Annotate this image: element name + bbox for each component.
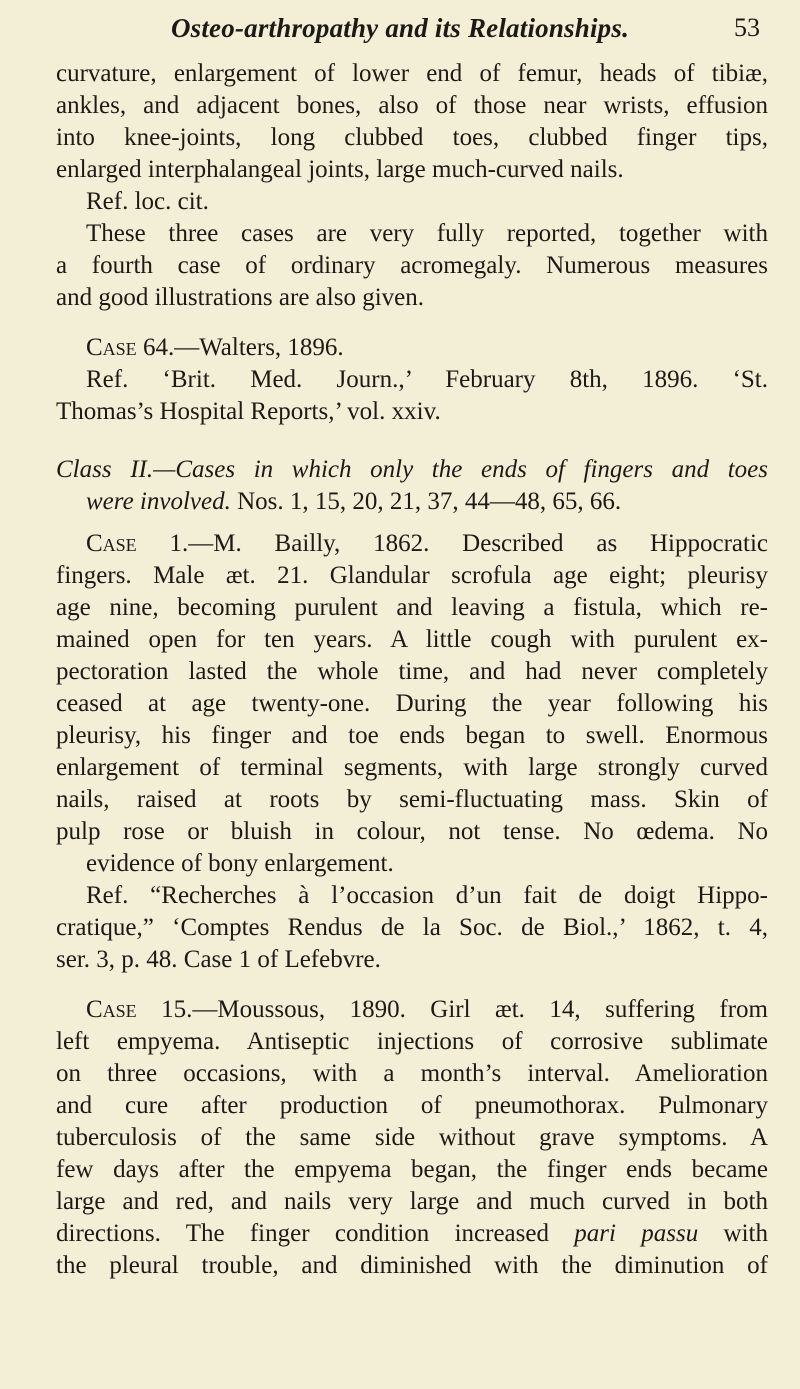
text-line: enlarged interphalangeal joints, large much-curved nails.: [56, 156, 624, 183]
paragraph-gap: [56, 518, 768, 528]
text-line: a fourth case of ordinary acromegaly. Numerous measures: [56, 252, 768, 279]
body-text: [56, 58, 768, 1282]
text-line: ceased at age twenty-one. During the year following his: [56, 690, 768, 717]
reference-line: Thomas’s Hospital Reports,’ vol. xxiv.: [56, 398, 441, 425]
text-line: large and red, and nails very large and much curved in both: [56, 1188, 768, 1215]
text-fragment: directions. The finger condition increased: [56, 1220, 575, 1247]
text-line: and good illustrations are also given.: [56, 284, 424, 311]
paragraph-gap: [56, 976, 768, 994]
case-heading-15: [56, 994, 768, 1026]
text-line: enlargement of terminal segments, with large strongly curved: [56, 754, 768, 781]
text-line: age nine, becoming purulent and leaving a fistula, which re-: [56, 594, 768, 621]
class-heading-line: Class II.—Cases in which only the ends of fingers and toes: [56, 456, 768, 483]
class-heading-line: [56, 486, 768, 518]
case-heading-1: [56, 528, 768, 560]
latin-phrase: pari passu: [574, 1220, 699, 1247]
text-line: the pleural trouble, and diminished with the diminution of: [56, 1252, 768, 1279]
running-title: Osteo-arthropathy and its Relationships.: [170, 13, 630, 43]
text-line: pleurisy, his finger and toe ends began to swell. Enormous: [56, 722, 768, 749]
class-heading-italic: were involved.: [86, 488, 231, 515]
case-label: Case: [86, 530, 137, 557]
text-line: evidence of bony enlargement.: [86, 850, 394, 877]
case-heading-text: 64.—Walters, 1896.: [136, 334, 344, 361]
text-line: fingers. Male æt. 21. Glandular scrofula age eight; pleurisy: [56, 562, 768, 589]
reference-line: Ref. “Recherches à l’occasion d’un fait de doigt Hippo-: [86, 882, 768, 909]
text-line: These three cases are very fully reported, together with: [86, 220, 768, 247]
text-line: mained open for ten years. A little cough with purulent ex-: [56, 626, 768, 653]
paragraph-gap: [56, 428, 768, 446]
reference-line: cratique,” ‘Comptes Rendus de la Soc. de Biol.,’ 1862, t. 4,: [56, 914, 768, 941]
class-case-numbers: Nos. 1, 15, 20, 21, 37, 44—48, 65, 66.: [230, 488, 622, 515]
page-number: 53: [734, 13, 760, 42]
running-head: [40, 6, 760, 50]
case-label: Case: [86, 996, 137, 1023]
text-line: few days after the empyema began, the finger ends became: [56, 1156, 768, 1183]
text-line: pectoration lasted the whole time, and had never completely: [56, 658, 768, 685]
text-line: curvature, enlargement of lower end of femur, heads of tibiæ,: [56, 60, 768, 87]
text-line: tuberculosis of the same side without grave symptoms. A: [56, 1124, 768, 1151]
paragraph-gap: [56, 314, 768, 332]
text-fragment: with: [698, 1220, 769, 1247]
text-line: nails, raised at roots by semi-fluctuating mass. Skin of: [56, 786, 768, 813]
reference-line: Ref. loc. cit.: [86, 188, 209, 215]
case-heading-text: 1.—M. Bailly, 1862. Described as Hippocratic: [136, 530, 768, 557]
text-line: and cure after production of pneumothorax. Pulmonary: [56, 1092, 768, 1119]
text-line: ankles, and adjacent bones, also of those near wrists, effusion: [56, 92, 768, 119]
text-line: pulp rose or bluish in colour, not tense. No œdema. No: [56, 818, 768, 845]
case-heading-64: [56, 332, 768, 364]
text-line: on three occasions, with a month’s interval. Amelioration: [56, 1060, 768, 1087]
paragraph-gap: [56, 446, 768, 454]
text-line: into knee-joints, long clubbed toes, clubbed finger tips,: [56, 124, 768, 151]
reference-line: Ref. ‘Brit. Med. Journ.,’ February 8th, 1896. ‘St.: [86, 366, 768, 393]
reference-line: ser. 3, p. 48. Case 1 of Lefebvre.: [56, 946, 381, 973]
case-heading-text: 15.—Moussous, 1890. Girl æt. 14, suffering from: [136, 996, 768, 1023]
text-line: [56, 1218, 768, 1250]
case-label: Case: [86, 334, 137, 361]
text-line: left empyema. Antiseptic injections of corrosive sublimate: [56, 1028, 768, 1055]
